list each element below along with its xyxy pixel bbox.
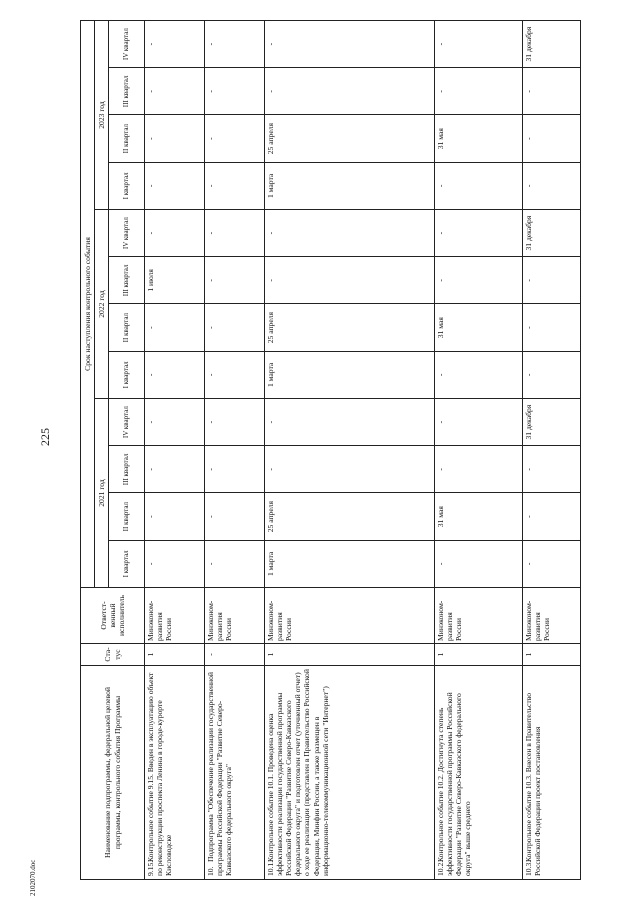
responsible-cell: Минэконом-развития России	[265, 588, 435, 644]
event-name-cell	[265, 666, 435, 880]
deadline-cell: -	[145, 493, 205, 540]
control-events-table	[80, 20, 581, 880]
event-number: 10.1.	[266, 860, 275, 876]
header-quarter: III квартал	[109, 68, 145, 115]
deadline-cell: -	[265, 446, 435, 493]
deadline-cell: -	[435, 210, 523, 257]
deadline-cell: 31 декабря	[523, 399, 581, 446]
deadline-cell: -	[205, 304, 265, 351]
event-number: 10.2.	[436, 860, 445, 876]
header-quarter: IV квартал	[109, 210, 145, 257]
deadline-cell: -	[145, 115, 205, 162]
rotated-table-stage	[80, 20, 635, 880]
deadline-cell: -	[523, 304, 581, 351]
deadline-cell: -	[205, 115, 265, 162]
deadline-cell: -	[205, 68, 265, 115]
status-cell: 1	[435, 644, 523, 666]
deadline-cell: -	[145, 446, 205, 493]
table-row	[523, 21, 581, 880]
deadline-cell: -	[435, 540, 523, 587]
event-name-cell	[523, 666, 581, 880]
deadline-cell: -	[205, 351, 265, 398]
table-row	[265, 21, 435, 880]
table-row	[205, 21, 265, 880]
deadline-cell: 1 марта	[265, 351, 435, 398]
deadline-cell: -	[523, 540, 581, 587]
deadline-cell: -	[523, 68, 581, 115]
status-cell: 1	[523, 644, 581, 666]
deadline-cell: -	[205, 257, 265, 304]
responsible-cell: Минэконом-развития России	[435, 588, 523, 644]
table-body	[145, 21, 581, 880]
deadline-cell: 31 мая	[435, 304, 523, 351]
deadline-cell: -	[205, 162, 265, 209]
deadline-cell: -	[205, 210, 265, 257]
deadline-cell: 31 мая	[435, 493, 523, 540]
deadline-cell: 25 апреля	[265, 115, 435, 162]
event-name: Контрольное событие 10.2. Достигнута степень эффективности государственной программы Российской Федерации "Развитие Северо-Кавказского федерального округа" выше среднего	[436, 692, 473, 876]
deadline-cell: -	[523, 257, 581, 304]
header-year-2022: 2022 год	[95, 210, 109, 399]
deadline-cell: 25 апреля	[265, 493, 435, 540]
deadline-cell: -	[145, 399, 205, 446]
table-row	[435, 21, 523, 880]
deadline-cell: -	[435, 21, 523, 68]
page-number: 225	[38, 428, 52, 446]
deadline-cell: -	[205, 21, 265, 68]
deadline-cell: -	[205, 399, 265, 446]
deadline-cell: 1 марта	[265, 540, 435, 587]
deadline-cell: -	[205, 446, 265, 493]
header-name: Наименование подпрограммы, федеральной целевой программы, контрольного события Программы	[81, 666, 145, 880]
deadline-cell: -	[523, 162, 581, 209]
deadline-cell: -	[435, 68, 523, 115]
responsible-cell: Минэконом-развития России	[145, 588, 205, 644]
header-quarter: III квартал	[109, 446, 145, 493]
deadline-cell: -	[435, 399, 523, 446]
header-quarter: I квартал	[109, 540, 145, 587]
header-quarter: IV квартал	[109, 399, 145, 446]
event-name: Контрольное событие 10.3. Внесен в Правительство Российской Федерации проект постановления	[524, 692, 543, 876]
event-name: Подпрограмма "Обеспечение реализации государственной программы Российской Федерации "Развитие Северо-Кавказского федерального округа"	[206, 672, 234, 876]
header-quarter: II квартал	[109, 304, 145, 351]
deadline-cell: -	[523, 446, 581, 493]
deadline-cell: -	[205, 493, 265, 540]
deadline-cell: 1 июля	[145, 257, 205, 304]
deadline-cell: -	[145, 21, 205, 68]
deadline-cell: -	[205, 540, 265, 587]
deadline-cell: -	[435, 257, 523, 304]
responsible-cell: Минэконом-развития России	[205, 588, 265, 644]
header-quarter: IV квартал	[109, 21, 145, 68]
deadline-cell: -	[145, 162, 205, 209]
event-name: Контрольное событие 10.1. Проведена оценка эффективности реализации государственной программы Российской Федерации "Развитие Северо-Кавказского федерального округа" и подготовлен отчет (уточненный отчет) о ходе ее реализации (представлен в Правительство Российской Федерации, Минфин России, а также размещен в информационно-телекоммуникационной сети "Интернет")	[266, 669, 330, 876]
deadline-cell: -	[145, 210, 205, 257]
event-name-cell	[435, 666, 523, 880]
header-quarter: III квартал	[109, 257, 145, 304]
header-quarter: I квартал	[109, 162, 145, 209]
deadline-cell: 31 мая	[435, 115, 523, 162]
table-row	[145, 21, 205, 880]
event-name: Контрольное событие 9.15. Введен в эксплуатацию объект по реконструкции проспекта Ленина в городе-курорте Кисловодске	[146, 672, 174, 876]
deadline-cell: 25 апреля	[265, 304, 435, 351]
header-status: Ста-тус	[81, 644, 145, 666]
footer-filename: 2102070.doc	[29, 859, 37, 896]
event-name-cell	[205, 666, 265, 880]
deadline-cell: -	[145, 68, 205, 115]
deadline-cell: -	[523, 351, 581, 398]
header-year-2021: 2021 год	[95, 399, 109, 588]
deadline-cell: -	[435, 351, 523, 398]
event-number: 10.	[206, 866, 215, 876]
deadline-cell: -	[435, 162, 523, 209]
status-cell: 1	[265, 644, 435, 666]
deadline-cell: -	[145, 351, 205, 398]
deadline-cell: -	[523, 493, 581, 540]
header-quarter: I квартал	[109, 351, 145, 398]
header-responsible: Ответст-венный исполнитель	[81, 588, 145, 644]
deadline-cell: -	[265, 210, 435, 257]
deadline-cell: -	[145, 540, 205, 587]
event-number: 9.15.	[146, 860, 155, 876]
event-number: 10.3.	[524, 860, 533, 876]
deadline-cell: -	[265, 21, 435, 68]
deadline-cell: -	[265, 68, 435, 115]
status-cell: -	[205, 644, 265, 666]
deadline-cell: -	[523, 115, 581, 162]
responsible-cell: Минэконом-развития России	[523, 588, 581, 644]
header-quarter: II квартал	[109, 493, 145, 540]
event-name-cell	[145, 666, 205, 880]
deadline-cell: 31 декабря	[523, 210, 581, 257]
header-deadline: Срок наступления контрольного события	[81, 21, 95, 588]
header-year-2023: 2023 год	[95, 21, 109, 210]
deadline-cell: -	[265, 399, 435, 446]
status-cell: 1	[145, 644, 205, 666]
deadline-cell: -	[145, 304, 205, 351]
deadline-cell: -	[435, 446, 523, 493]
header-quarter: II квартал	[109, 115, 145, 162]
deadline-cell: 31 декабря	[523, 21, 581, 68]
deadline-cell: -	[265, 257, 435, 304]
deadline-cell: 1 марта	[265, 162, 435, 209]
